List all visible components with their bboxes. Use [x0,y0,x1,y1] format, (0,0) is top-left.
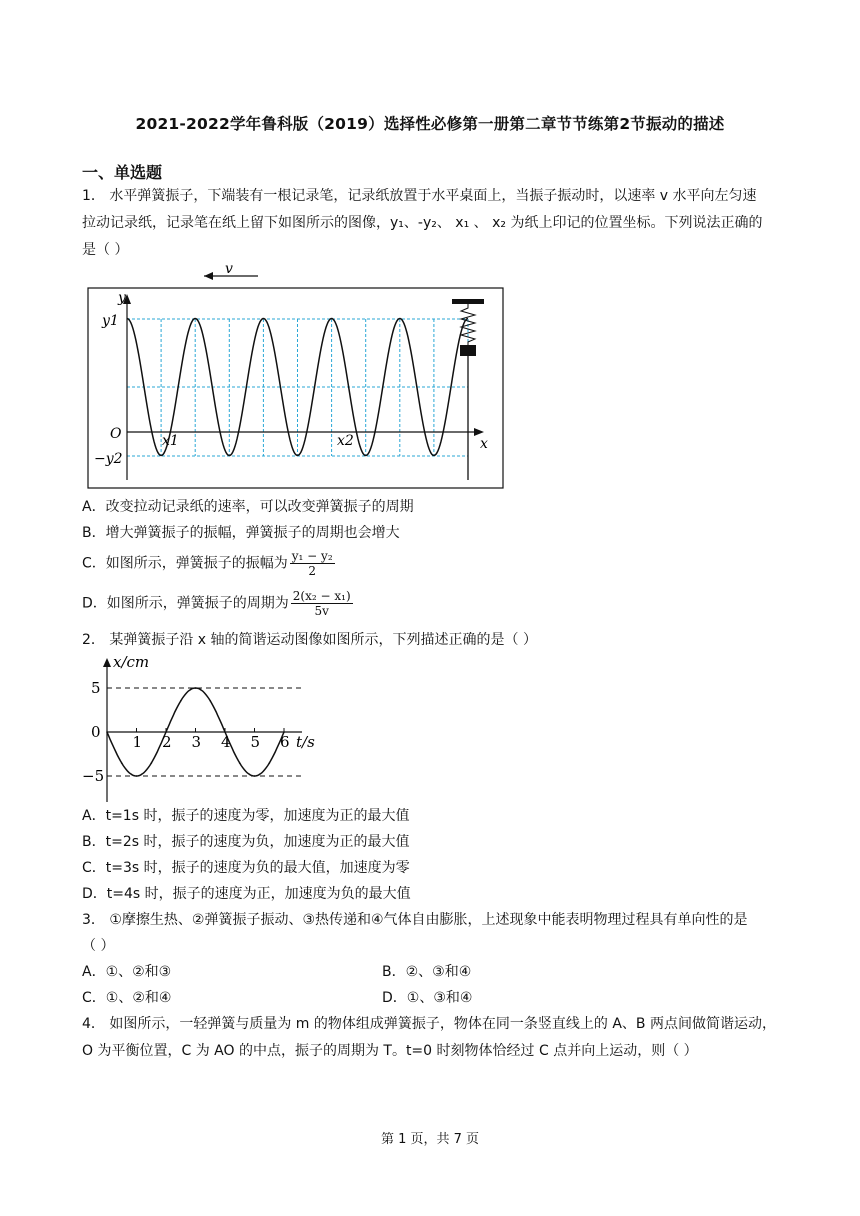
q1-option-d-fraction [291,589,353,618]
q1-option-c[interactable] [82,549,337,578]
q2-chart [80,648,330,806]
q1-option-d-text: D．如图所示，弹簧振子的周期为 [82,595,289,612]
q2-y-axis-label: x/cm [113,653,150,671]
q2-data-point [195,687,197,689]
q2-x-tick-label: 4 [221,733,231,751]
q1-option-d-numerator: 2(x₂ − x₁) [292,589,351,603]
q3-stem-line1: 3． ①摩擦生热、②弹簧振子振动、③热传递和④气体自由膨胀，上述现象中能表明物理过程具有单向性的是 [82,912,748,928]
q1-y1-label: y1 [102,313,119,329]
q1-stem-line2: 拉动记录纸，记录笔在纸上留下如图所示的图像，y₁、-y₂、 x₁ 、 x₂ 为纸上印记的位置坐标。下列说法正确的 [82,215,763,231]
q1-x1-label: x1 [162,433,179,449]
q1-velocity-label: v [225,261,233,277]
q2-data-point [136,775,138,777]
q2-data-point [239,762,241,764]
q3-option-d[interactable]: D．①、③和④ [382,990,473,1006]
q2-stem: 2． 某弹簧振子沿 x 轴的简谐运动图像如图所示，下列描述正确的是（ ） [82,632,537,648]
q1-option-b[interactable]: B．增大弹簧振子的振幅，弹簧振子的周期也会增大 [82,525,400,541]
q1-option-c-text: C．如图所示，弹簧振子的振幅为 [82,555,288,572]
q3-option-b[interactable]: B．②、③和④ [382,964,472,980]
q1-figure [80,258,510,494]
q1-option-c-numerator: y₁ − y₂ [291,549,333,563]
q2-x-tick-label: 6 [280,733,290,751]
q1-figure-frame [88,288,503,488]
q2-data-point [180,700,182,702]
q2-x-axis-label: t/s [296,733,315,751]
section-heading: 一、单选题 [82,163,163,182]
q2-data-point [268,762,270,764]
q3-option-a[interactable]: A．①、②和③ [82,964,172,980]
q1-option-c-denominator: 2 [308,564,317,578]
q1-x-axis-arrow [474,428,484,436]
q1-spring-mount [452,299,484,304]
q2-x-tick-label: 1 [132,733,143,751]
q1-y-axis-label: y [118,290,126,306]
q2-x-tick-label: 5 [250,733,261,751]
q2-y-tick-label: −5 [82,767,105,785]
q4-stem-line2: O 为平衡位置，C 为 AO 的中点，振子的周期为 T。t=0 时刻物体恰经过 C 点并向上运动，则（ ） [82,1043,698,1059]
document-title: 2021-2022学年鲁科版（2019）选择性必修第一册第二章节节练第2节振动的描述 [135,115,725,133]
q2-y-axis-arrow [103,658,111,667]
q1-option-d-denominator: 5v [314,604,329,618]
q2-option-c[interactable]: C．t=3s 时，振子的速度为负的最大值，加速度为零 [82,860,410,876]
q1-velocity-arrowhead [204,272,213,280]
q2-option-b[interactable]: B．t=2s 时，振子的速度为负，加速度为正的最大值 [82,834,410,850]
q2-data-point [106,731,108,733]
q2-y-tick-label: 0 [91,723,101,741]
q3-option-c[interactable]: C．①、②和④ [82,990,172,1006]
q2-x-tick-label: 2 [162,733,172,751]
q1-option-a[interactable]: A．改变拉动记录纸的速率，可以改变弹簧振子的周期 [82,499,414,515]
page-footer: 第 1 页，共 7 页 [380,1132,480,1147]
q1-spring-mass [460,345,476,356]
q1-x-axis-label: x [480,436,488,452]
q1-stem-line3: 是（ ） [82,242,129,258]
q1-option-c-fraction [290,549,335,578]
q1-stem-line1: 1． 水平弹簧振子，下端装有一根记录笔，记录纸放置于水平桌面上，当振子振动时，以速率 v 水平向左匀速 [82,188,757,204]
q2-option-a[interactable]: A．t=1s 时，振子的速度为零，加速度为正的最大值 [82,808,410,824]
q2-data-point [121,762,123,764]
q1-x2-label: x2 [337,433,354,449]
q2-x-tick-label: 3 [191,733,202,751]
q1-option-d[interactable] [82,589,355,618]
q2-y-tick-label: 5 [91,679,101,697]
q3-stem-line2: （ ） [82,938,115,954]
q2-data-point [209,700,211,702]
q2-data-point [150,762,152,764]
q2-data-point [254,775,256,777]
q1-origin-label: O [110,426,122,442]
q1-neg-y2-label: −y2 [94,451,123,467]
q2-option-d[interactable]: D．t=4s 时，振子的速度为正，加速度为负的最大值 [82,886,411,902]
q4-stem-line1: 4． 如图所示，一轻弹簧与质量为 m 的物体组成弹簧振子，物体在同一条竖直线上的 A、B 两点间做简谐运动， [82,1016,776,1032]
